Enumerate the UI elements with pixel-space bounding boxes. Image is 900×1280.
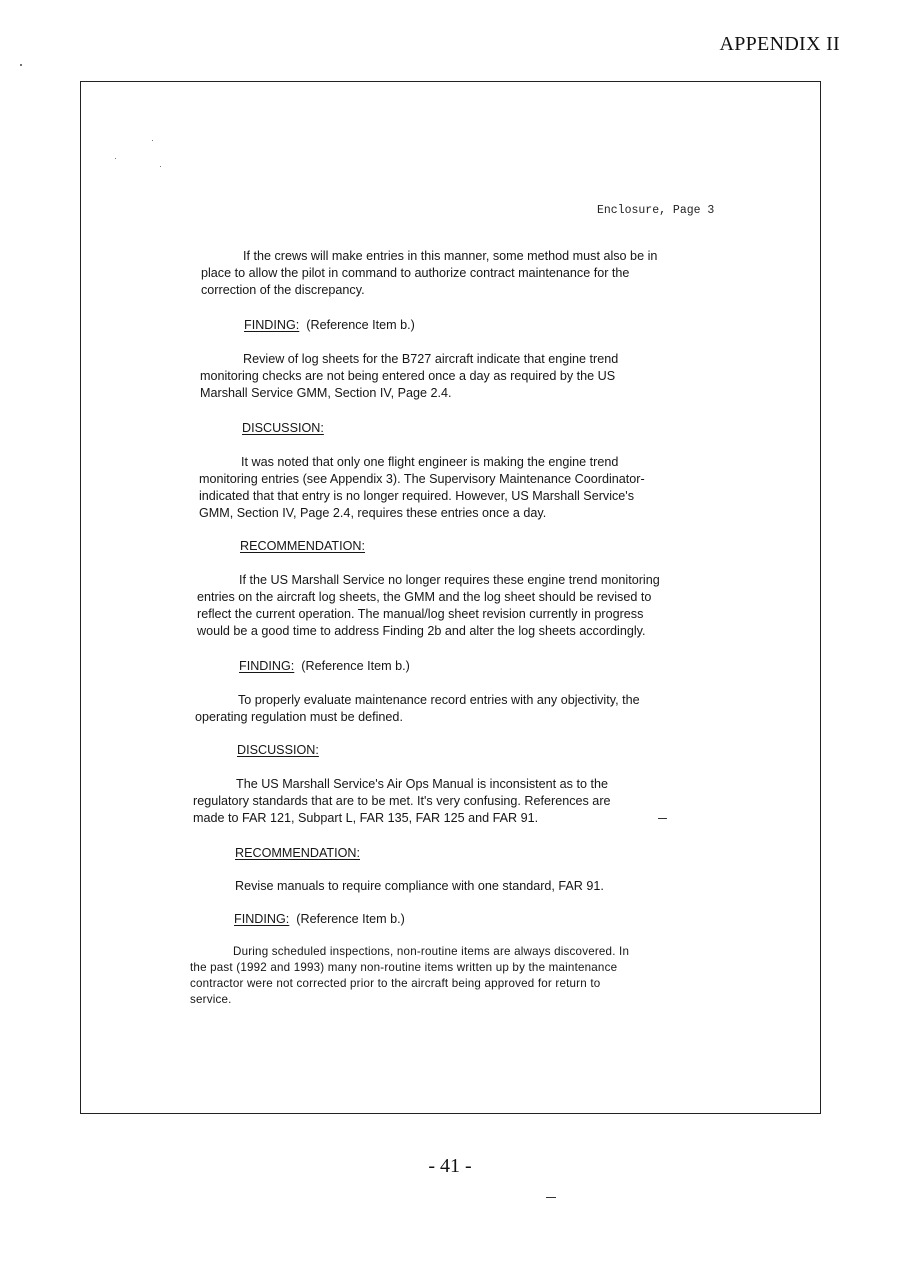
paragraph [200,351,618,402]
paragraph [193,776,611,827]
section-heading [242,420,324,437]
section-heading [234,911,405,928]
paragraph-line: made to FAR 121, Subpart L, FAR 135, FAR 125 and FAR 91. [193,811,539,825]
paragraph-line: If the crews will make entries in this manner, some method must also be in [243,249,658,263]
paragraph-line: If the US Marshall Service no longer requires these engine trend monitoring [239,573,660,587]
paragraph-line: Review of log sheets for the B727 aircraft indicate that engine trend [243,352,619,366]
scan-dash [658,818,667,819]
paragraph-line: reflect the current operation. The manual/log sheet revision currently in progress [197,607,644,621]
paragraph-line: GMM, Section IV, Page 2.4, requires these entries once a day. [199,506,547,520]
heading-reference: (Reference Item b.) [301,659,410,673]
scan-speck [152,140,153,141]
section-heading [239,658,410,675]
paragraph-line: monitoring checks are not being entered once a day as required by the US [200,369,616,383]
section-heading [237,742,319,759]
heading-reference: (Reference Item b.) [306,318,415,332]
page-number: - 41 - [428,1155,472,1177]
heading-reference: (Reference Item b.) [296,912,405,926]
section-heading [240,538,365,555]
paragraph [197,572,660,640]
paragraph-line: It was noted that only one flight engineer is making the engine trend [241,455,619,469]
paragraph [201,248,657,299]
heading-label: FINDING: [244,318,300,332]
heading-label: FINDING: [234,912,290,926]
paragraph-line: The US Marshall Service's Air Ops Manual is inconsistent as to the [236,777,608,791]
paragraph-line: operating regulation must be defined. [195,710,403,724]
heading-label: RECOMMENDATION: [240,539,366,553]
paragraph-line: Marshall Service GMM, Section IV, Page 2.4. [200,386,452,400]
enclosure-label: Enclosure, Page 3 [597,204,715,217]
heading-label: DISCUSSION: [242,421,324,435]
paragraph-line: During scheduled inspections, non-routine items are always discovered. In [233,945,630,958]
heading-label: FINDING: [239,659,295,673]
scan-speck [160,166,161,167]
paragraph-line: place to allow the pilot in command to authorize contract maintenance for the [201,266,630,280]
paragraph-line: the past (1992 and 1993) many non-routine items written up by the maintenance [190,961,618,974]
appendix-label: APPENDIX II [719,33,840,55]
heading-label: RECOMMENDATION: [235,846,361,860]
heading-label: DISCUSSION: [237,743,319,757]
scan-speck [20,64,22,66]
paragraph [199,454,645,522]
paragraph-line: Revise manuals to require compliance with one standard, FAR 91. [235,879,604,893]
section-heading [235,845,360,862]
paragraph [190,944,629,1008]
paragraph-line: indicated that that entry is no longer required. However, US Marshall Service's [199,489,635,503]
paragraph-line: contractor were not corrected prior to the aircraft being approved for return to [190,977,601,990]
paragraph-line: monitoring entries (see Appendix 3). The Supervisory Maintenance Coordinator- [199,472,645,486]
section-heading [244,317,415,334]
paragraph-line: regulatory standards that are to be met. It's very confusing. References are [193,794,611,808]
paragraph-line: entries on the aircraft log sheets, the GMM and the log sheet should be revised to [197,590,652,604]
paragraph-line: service. [190,993,232,1006]
paragraph-line: To properly evaluate maintenance record entries with any objectivity, the [238,693,640,707]
paragraph [235,878,604,895]
paragraph-line: would be a good time to address Finding 2b and alter the log sheets accordingly. [197,624,646,638]
scan-dash [546,1197,556,1198]
scan-speck [115,158,116,159]
paragraph [195,692,640,726]
paragraph-line: correction of the discrepancy. [201,283,365,297]
